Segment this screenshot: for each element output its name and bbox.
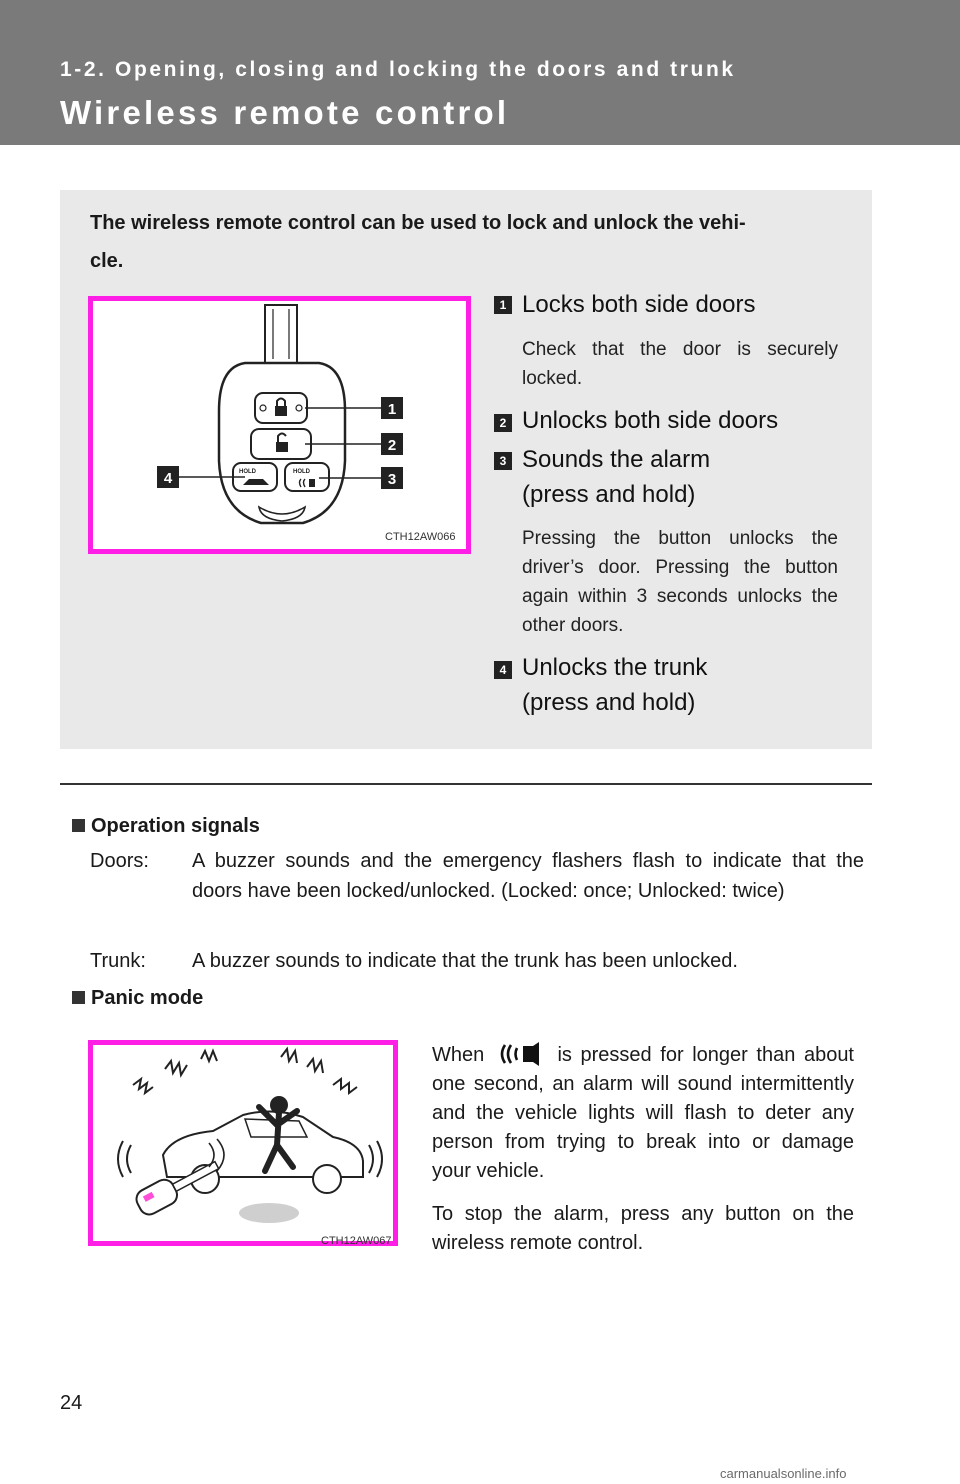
figure-code: CTH12AW067 [321, 1235, 392, 1247]
bullet-square-icon [72, 991, 85, 1004]
item-4-badge: 4 [494, 661, 512, 679]
key-fob-figure [88, 296, 471, 554]
page-title: Wireless remote control [60, 94, 510, 131]
callout-3: 3 [387, 471, 397, 488]
intro-line-2: cle. [90, 250, 124, 272]
panic-mode-figure [88, 1040, 398, 1246]
section-label: 1-2. Opening, closing and locking the doors and trunk [60, 58, 736, 81]
item-3-title: Sounds the alarm [522, 446, 711, 473]
key-fob-illustration [93, 301, 466, 549]
panic-alarm-illustration [93, 1045, 393, 1241]
page-header [0, 0, 960, 145]
item-1-title: Locks both side doors [522, 291, 756, 318]
item-3-title-note: (press and hold) [522, 481, 696, 508]
watermark: carmanualsonline.info [720, 1466, 847, 1481]
svg-text:HOLD: HOLD [239, 469, 256, 475]
item-3-badge: 3 [494, 452, 512, 470]
doors-label: Doors: [90, 850, 149, 872]
page-number: 24 [60, 1392, 83, 1414]
doors-text: A buzzer sounds and the emergency flashers flash to indicate that the doors have been locked/unlocked. (Locked: once; Unlocked: twice) [192, 850, 864, 902]
callout-4: 4 [163, 470, 173, 487]
trunk-label: Trunk: [90, 950, 146, 972]
item-1-description: Check that the door is securely locked. [522, 339, 838, 389]
alarm-button-icon [493, 1042, 549, 1066]
item-4-title: Unlocks the trunk [522, 654, 708, 681]
figure-code: CTH12AW066 [385, 531, 456, 543]
bullet-square-icon [72, 819, 85, 832]
item-3-description: Pressing the button unlocks the driver’s door. Pressing the button again within 3 seconds unlocks the other doors. [522, 528, 838, 636]
item-4-title-note: (press and hold) [522, 689, 696, 716]
svg-text:HOLD: HOLD [293, 469, 310, 475]
panic-mode-heading: Panic mode [72, 987, 203, 1010]
callout-1: 1 [387, 401, 397, 418]
callout-2: 2 [387, 437, 397, 454]
item-1-badge: 1 [494, 296, 512, 314]
item-2-title: Unlocks both side doors [522, 407, 779, 434]
panic-stop-instruction: To stop the alarm, press any button on the wireless remote control. [432, 1203, 854, 1254]
intro-line-1: The wireless remote control can be used to lock and unlock the vehi- [90, 212, 746, 234]
intro-text [90, 204, 850, 280]
panic-description: When is pressed for longer than about one second, an alarm will sound intermittently and the vehicle lights will flash to deter any person from trying to break into or damage your vehicle. [432, 1044, 854, 1182]
section-divider [60, 783, 872, 785]
operation-signals-heading: Operation signals [72, 815, 260, 838]
item-2-badge: 2 [494, 414, 512, 432]
trunk-text: A buzzer sounds to indicate that the trunk has been unlocked. [192, 950, 738, 972]
